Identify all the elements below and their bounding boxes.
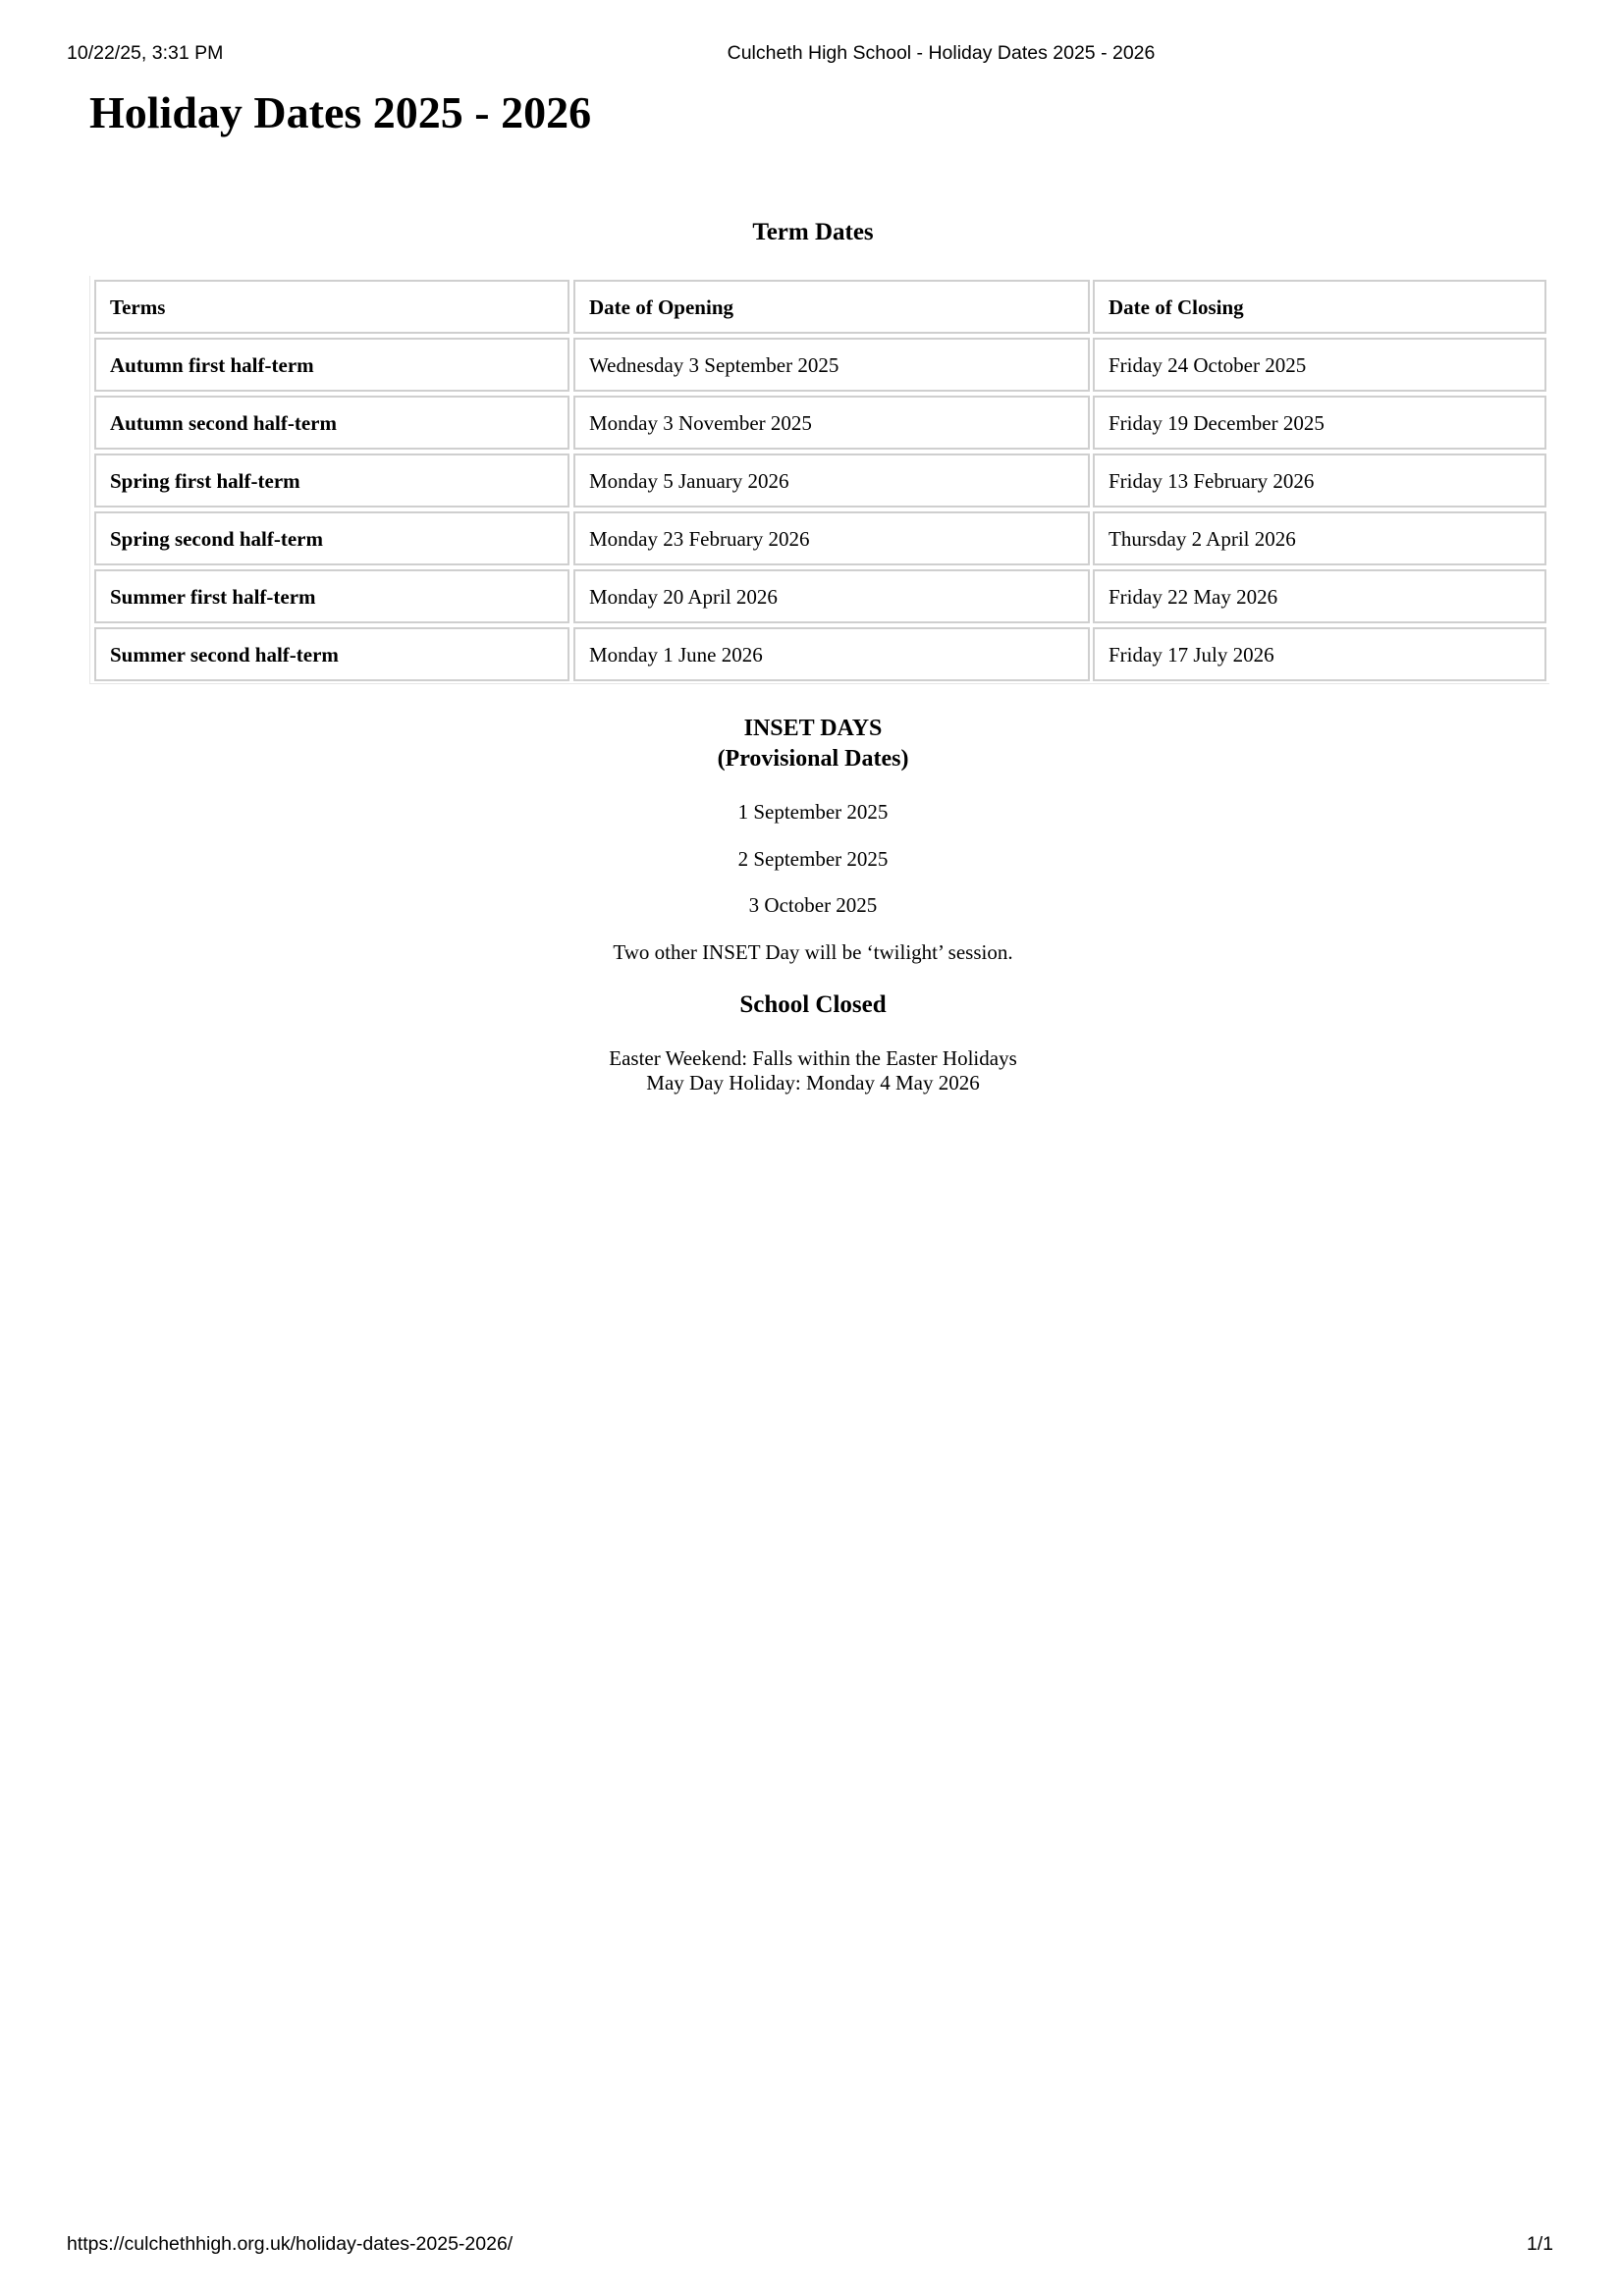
- table-cell-opening: Monday 5 January 2026: [573, 454, 1090, 507]
- table-cell-opening: Monday 1 June 2026: [573, 627, 1090, 681]
- table-header-closing: Date of Closing: [1093, 280, 1546, 334]
- school-closed-heading: School Closed: [739, 991, 887, 1018]
- table-cell-term: Autumn first half-term: [94, 338, 569, 392]
- table-cell-opening: Wednesday 3 September 2025: [573, 338, 1090, 392]
- inset-days-heading: [0, 714, 1623, 774]
- table-header-opening: Date of Opening: [573, 280, 1090, 334]
- table-cell-term: Spring second half-term: [94, 511, 569, 565]
- inset-date: 1 September 2025: [737, 800, 889, 824]
- term-dates-heading: Term Dates: [752, 219, 874, 245]
- print-header-title: Culcheth High School - Holiday Dates 2025 - 2026: [727, 42, 1156, 64]
- table-cell-term: Summer second half-term: [94, 627, 569, 681]
- print-footer-url: https://culchethhigh.org.uk/holiday-dates-2025-2026/: [67, 2233, 514, 2255]
- table-cell-closing: Friday 19 December 2025: [1093, 396, 1546, 450]
- table-cell-term: Spring first half-term: [94, 454, 569, 507]
- table-cell-opening: Monday 3 November 2025: [573, 396, 1090, 450]
- table-cell-term: Summer first half-term: [94, 569, 569, 623]
- inset-note: Two other INSET Day will be ‘twilight’ session.: [613, 940, 1013, 964]
- inset-date: 2 September 2025: [737, 847, 889, 871]
- table-cell-opening: Monday 23 February 2026: [573, 511, 1090, 565]
- school-closed-line: May Day Holiday: Monday 4 May 2026: [646, 1071, 980, 1095]
- table-cell-opening: Monday 20 April 2026: [573, 569, 1090, 623]
- print-footer-page-count: 1/1: [1526, 2233, 1553, 2255]
- table-cell-closing: Thursday 2 April 2026: [1093, 511, 1546, 565]
- table-cell-closing: Friday 24 October 2025: [1093, 338, 1546, 392]
- table-header-terms: Terms: [94, 280, 569, 334]
- print-header-datetime: 10/22/25, 3:31 PM: [67, 42, 224, 64]
- table-cell-closing: Friday 13 February 2026: [1093, 454, 1546, 507]
- page-title: Holiday Dates 2025 - 2026: [89, 87, 592, 137]
- inset-days-subtitle: (Provisional Dates): [717, 746, 909, 772]
- table-cell-closing: Friday 22 May 2026: [1093, 569, 1546, 623]
- term-dates-table: [89, 276, 1549, 684]
- inset-days-title: INSET DAYS: [743, 716, 883, 741]
- table-cell-closing: Friday 17 July 2026: [1093, 627, 1546, 681]
- inset-date: 3 October 2025: [748, 893, 878, 917]
- school-closed-line: Easter Weekend: Falls within the Easter Holidays: [609, 1046, 1017, 1070]
- table-cell-term: Autumn second half-term: [94, 396, 569, 450]
